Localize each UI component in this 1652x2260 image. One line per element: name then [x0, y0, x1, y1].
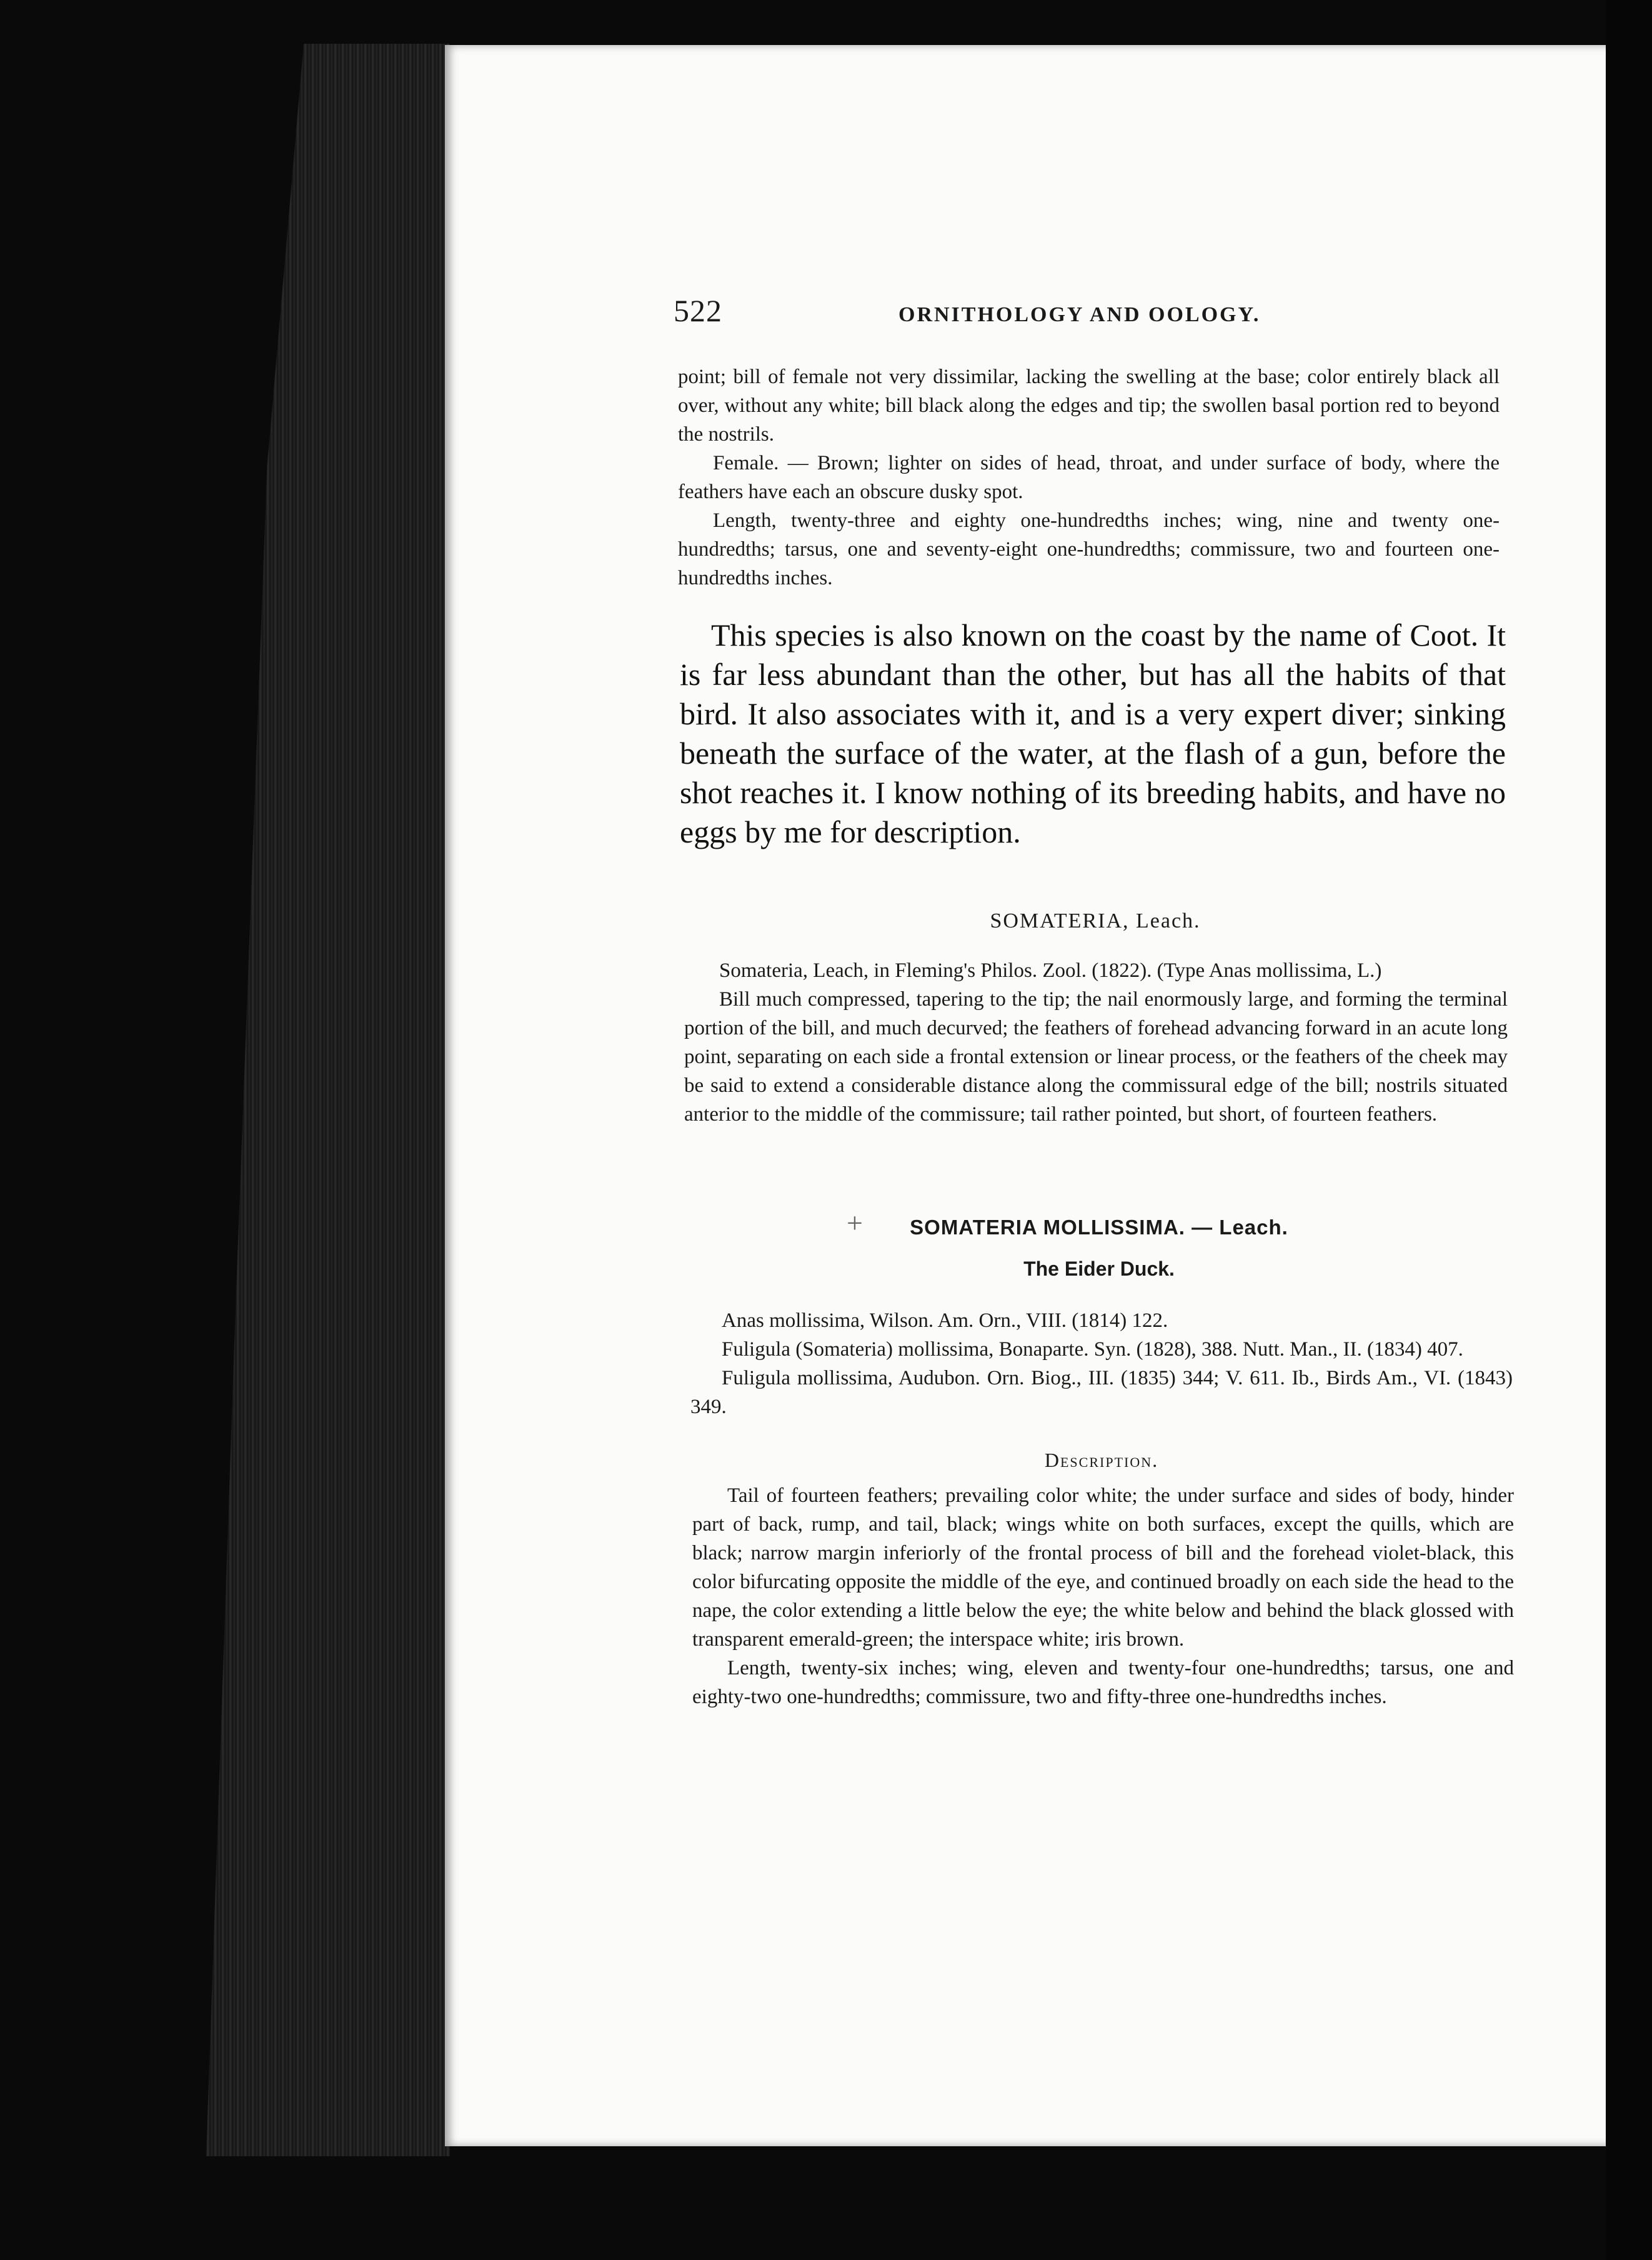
synonym-entry: Fuligula (Somateria) mollissima, Bonaparte. Syn. (1828), 388. Nutt. Man., II. (1834) 407. — [722, 1338, 1463, 1361]
synonymy-block — [690, 1306, 1513, 1421]
species-heading: SOMATERIA MOLLISSIMA. — Leach. — [910, 1216, 1288, 1239]
running-head — [674, 292, 1486, 330]
book-fore-edge — [206, 44, 450, 2156]
description-paragraph: Length, twenty-six inches; wing, eleven and twenty-four one-hundredths; tarsus, one and eighty-two one-hundredths; commissure, two and fifty-three one-hundredths inches. — [692, 1657, 1514, 1708]
description-paragraph: point; bill of female not very dissimilar, lacking the swelling at the base; color entirely black all over, without any white; bill black along the edges and tip; the swollen basal portion red to beyond the nostrils. — [678, 366, 1500, 446]
description-heading: Description. — [1044, 1449, 1159, 1471]
running-title: ORNITHOLOGY AND OOLOGY. — [898, 303, 1261, 326]
scan-border — [1606, 0, 1652, 2260]
description-paragraph: Length, twenty-three and eighty one-hundredths inches; wing, nine and twenty one-hundredths; tarsus, one and seventy-eight one-hundredths; commissure, two and fourteen one-hundredths inches. — [678, 509, 1500, 589]
lede-block — [680, 616, 1506, 852]
description-paragraph: Tail of fourteen feathers; prevailing color white; the under surface and sides of body, hinder part of back, rump, and tail, black; wings white on both surfaces, except the quills, which are black; narrow margin inferiorly of the frontal process of bill and the forehead violet-black, this color bifurcating opposite the middle of the eye, and continued broadly on each side the head to the nape, the color extending a little below the eye; the white below and behind the black glossed with transparent emerald-green; the interspace white; iris brown. — [692, 1484, 1514, 1651]
genus-citation: Somateria, Leach, in Fleming's Philos. Zool. (1822). (Type Anas mollissima, L.) — [719, 959, 1382, 982]
synonym-entry: Fuligula mollissima, Audubon. Orn. Biog., III. (1835) 344; V. 611. Ib., Birds Am., VI. (1843) 349. — [690, 1367, 1513, 1418]
species-description — [692, 1481, 1514, 1711]
synonym-entry: Anas mollissima, Wilson. Am. Orn., VIII. (1814) 122. — [722, 1309, 1168, 1332]
top-description — [678, 362, 1500, 592]
page-number: 522 — [674, 293, 722, 328]
description-paragraph: Female. — Brown; lighter on sides of head, throat, and under surface of body, where the feathers have each an obscure dusky spot. — [678, 452, 1500, 503]
species-common-name: The Eider Duck. — [1023, 1258, 1175, 1280]
lede-paragraph: This species is also known on the coast by the name of Coot. It is far less abundant than the other, but has all the habits of that bird. It also associates with it, and is a very expert diver; sinking beneath the surface of the water, at the flash of a gun, before the shot reaches it. I know nothing of its breeding habits, and have no eggs by me for description. — [680, 618, 1506, 849]
genus-description: Bill much compressed, tapering to the tip; the nail enormously large, and forming the terminal portion of the bill, and much decurved; the feathers of forehead advancing forward in an acute long point, separating on each side a frontal extension or linear process, or the feathers of the cheek may be said to extend a considerable distance along the commissural edge of the bill; nostrils situated anterior to the middle of the commissure; tail rather pointed, but short, of fourteen feathers. — [684, 988, 1508, 1126]
genus-block — [684, 956, 1508, 1129]
genus-heading: SOMATERIA, Leach. — [990, 909, 1201, 932]
margin-mark: + — [847, 1207, 863, 1239]
